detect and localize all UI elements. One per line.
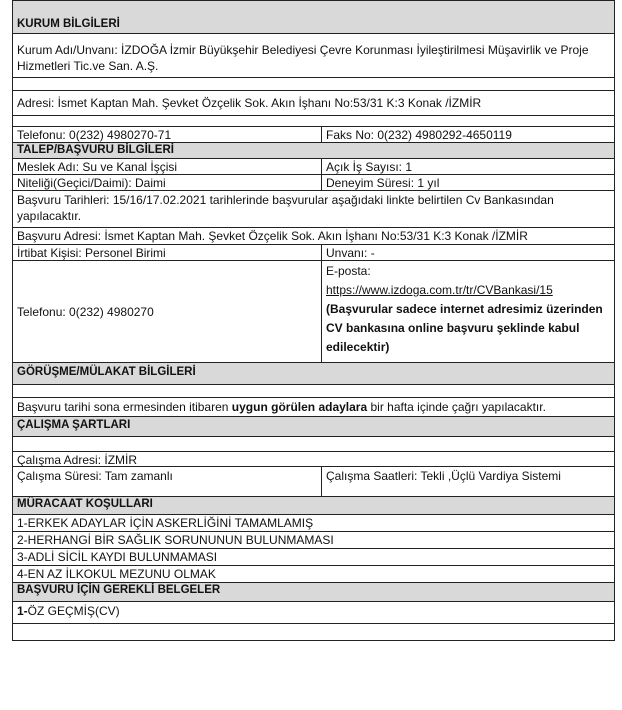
section-header-muracaat	[12, 497, 615, 515]
talep-adres	[12, 228, 615, 245]
kurum-adres	[12, 90, 615, 116]
bottom-rule	[12, 640, 615, 642]
kurum-adres-text: Adresi: İsmet Kaptan Mah. Şevket Özçelik Sok. Akın İşhanı No:53/31 K:3 Konak /İZMİR	[17, 96, 482, 110]
section-header-kurum	[12, 0, 615, 34]
talep-tarihler-text: Başvuru Tarihleri: 15/16/17.02.2021 tarihlerinde başvurular aşağıdaki linkte belirtilen Cv Bankasından yapılacaktır.	[17, 193, 554, 223]
kurum-unvan	[12, 34, 615, 78]
muracaat-item	[12, 515, 615, 532]
gorusme-text	[12, 397, 615, 417]
talep-iletisim-row	[12, 261, 615, 363]
section-title-belgeler: BAŞVURU İÇİN GEREKLİ BELGELER	[17, 584, 221, 596]
muracaat-item	[12, 549, 615, 566]
belgeler-item-number: 1-	[17, 604, 28, 618]
gorusme-text-bold: uygun görülen adaylara	[231, 400, 368, 414]
section-title-kurum: KURUM BİLGİLERİ	[17, 18, 120, 30]
section-header-gorusme	[12, 363, 615, 385]
talep-acik-is: Açık İş Sayısı: 1	[326, 160, 413, 174]
spacer	[12, 624, 615, 640]
eposta-label: E-posta:	[326, 264, 371, 278]
belgeler-item-text: ÖZ GEÇMİŞ(CV)	[27, 604, 120, 618]
talep-deneyim: Deneyim Süresi: 1 yıl	[326, 176, 440, 190]
calisma-adres-text: Çalışma Adresi: İZMİR	[17, 453, 138, 467]
gorusme-text-post: bir hafta içinde çağrı yapılacaktır.	[367, 400, 546, 414]
kurum-telefon-row	[12, 126, 615, 143]
talep-tarihler	[12, 191, 615, 228]
eposta-link[interactable]: https://www.izdoga.com.tr/tr/CVBankasi/15	[326, 283, 553, 297]
calisma-sure-row	[12, 467, 615, 497]
spacer	[12, 78, 615, 90]
talep-nitelik-row	[12, 175, 615, 191]
belgeler-item	[12, 602, 615, 624]
section-title-muracaat: MÜRACAAT KOŞULLARI	[17, 498, 153, 510]
muracaat-item-text: 1-ERKEK ADAYLAR İÇİN ASKERLİĞİNİ TAMAMLAMIŞ	[17, 516, 314, 530]
kurum-faks: Faks No: 0(232) 4980292-4650119	[326, 128, 512, 142]
muracaat-item-text: 2-HERHANGİ BİR SAĞLIK SORUNUNUN BULUNMAMASI	[17, 533, 334, 547]
section-title-gorusme: GÖRÜŞME/MÜLAKAT BİLGİLERİ	[17, 366, 196, 378]
talep-telefon	[13, 261, 322, 362]
muracaat-item	[12, 532, 615, 549]
section-title-talep: TALEP/BAŞVURU BİLGİLERİ	[17, 144, 174, 156]
muracaat-item-text: 4-EN AZ İLKOKUL MEZUNU OLMAK	[17, 567, 216, 581]
spacer	[12, 437, 615, 451]
talep-irtibat-row	[12, 245, 615, 261]
muracaat-item	[12, 566, 615, 583]
kurum-unvan-text: Kurum Adı/Unvanı: İZDOĞA İzmir Büyükşehir Belediyesi Çevre Korunması İyileştirilmesi Müşavirlik ve Proje Hizmetleri Tic.ve San. A.Ş.	[17, 43, 589, 73]
spacer	[12, 385, 615, 397]
section-header-belgeler	[12, 583, 615, 602]
eposta-note: (Başvurular sadece internet adresimiz üzerinden CV bankasına online başvuru şeklinde kabul edilecektir)	[326, 302, 603, 354]
section-title-calisma: ÇALIŞMA ŞARTLARI	[17, 419, 131, 431]
calisma-adres	[12, 451, 615, 467]
spacer	[12, 116, 615, 126]
talep-meslek-row	[12, 159, 615, 175]
talep-nitelik: Niteliği(Geçici/Daimi): Daimi	[13, 175, 322, 190]
kurum-telefon: Telefonu: 0(232) 4980270-71	[13, 127, 322, 142]
talep-adres-text: Başvuru Adresi: İsmet Kaptan Mah. Şevket Özçelik Sok. Akın İşhanı No:53/31 K:3 Konak /İZMİR	[17, 229, 528, 243]
talep-irtibat: İrtibat Kişisi: Personel Birimi	[13, 245, 322, 260]
muracaat-item-text: 3-ADLİ SİCİL KAYDI BULUNMAMASI	[17, 550, 218, 564]
calisma-saatler: Çalışma Saatleri: Tekli ,Üçlü Vardiya Sistemi	[326, 469, 561, 483]
talep-meslek: Meslek Adı: Su ve Kanal İşçisi	[13, 159, 322, 174]
calisma-sure: Çalışma Süresi: Tam zamanlı	[13, 467, 322, 496]
section-header-talep	[12, 143, 615, 159]
section-header-calisma	[12, 417, 615, 437]
gorusme-text-pre: Başvuru tarihi sona ermesinden itibaren	[17, 400, 232, 414]
job-posting-form	[12, 0, 615, 642]
talep-eposta	[322, 261, 614, 362]
talep-unvani: Unvanı: -	[326, 246, 375, 260]
talep-telefon-text: Telefonu: 0(232) 4980270	[17, 304, 154, 319]
